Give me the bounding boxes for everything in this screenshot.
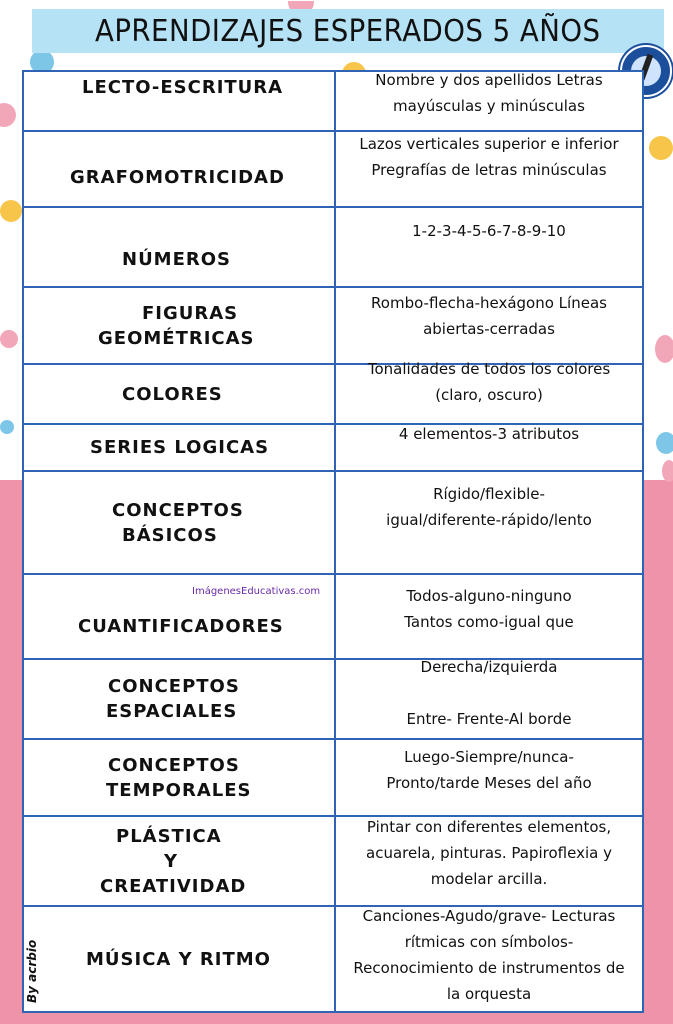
learning-text-line: 4 elementos-3 atributos xyxy=(398,424,580,443)
category-cell xyxy=(23,287,335,364)
learning-text-line: igual/diferente-rápido/lento xyxy=(386,510,592,529)
expected-learning-cell xyxy=(335,816,643,906)
learning-text-line: mayúsculas y minúsculas xyxy=(393,97,585,115)
learning-text-line xyxy=(336,680,642,706)
category-label: ESPACIALES xyxy=(106,701,238,722)
category-label: MÚSICA Y RITMO xyxy=(86,948,271,970)
category-cell xyxy=(23,364,335,424)
table-row xyxy=(23,816,643,906)
learning-text-line: Lazos verticales superior e inferior xyxy=(359,135,619,153)
table-row xyxy=(23,659,643,739)
category-label: LECTO-ESCRITURA xyxy=(82,76,284,98)
decorative-dot xyxy=(649,136,673,160)
category-label: FIGURAS xyxy=(142,302,239,324)
expected-learning-cell xyxy=(335,906,643,1012)
learning-text-line: Reconocimiento de instrumentos de xyxy=(353,959,625,977)
decorative-dot xyxy=(0,420,14,434)
learning-text-line: (claro, oscuro) xyxy=(435,386,543,404)
learning-text-line: rítmicas con símbolos- xyxy=(404,933,574,951)
category-label: CUANTIFICADORES xyxy=(78,616,284,637)
watermark: ImágenesEducativas.com xyxy=(192,586,321,597)
category-label: CONCEPTOS xyxy=(108,754,240,776)
table-row xyxy=(23,471,643,574)
category-cell xyxy=(23,207,335,287)
category-cell xyxy=(23,816,335,906)
learning-text-line: Nombre y dos apellidos Letras xyxy=(375,71,603,89)
learning-text-line: Pregrafías de letras minúsculas xyxy=(371,161,607,179)
learning-text-line: Canciones-Agudo/grave- Lecturas xyxy=(362,907,616,925)
page-title: APRENDIZAJES ESPERADOS 5 AÑOS xyxy=(95,13,601,49)
expected-learning-cell xyxy=(335,131,643,207)
expected-learning-cell xyxy=(335,71,643,131)
category-label: SERIES LOGICAS xyxy=(90,437,270,458)
learning-text-line: la orquesta xyxy=(446,985,532,1003)
decorative-dot xyxy=(656,432,673,454)
learning-text-line: Derecha/izquierda xyxy=(420,658,558,676)
category-label: CONCEPTOS xyxy=(108,676,240,697)
table-row xyxy=(23,71,643,131)
expected-learning-cell xyxy=(335,207,643,287)
category-cell xyxy=(23,739,335,816)
table-row xyxy=(23,574,643,659)
category-cell xyxy=(23,71,335,131)
table-row xyxy=(23,207,643,287)
decorative-dot xyxy=(0,103,16,127)
decorative-dot xyxy=(0,200,22,222)
expected-learning-cell xyxy=(335,360,643,424)
category-label: GRAFOMOTRICIDAD xyxy=(70,166,285,188)
category-cell xyxy=(23,906,335,1012)
expected-learning-cell xyxy=(335,287,643,364)
category-label: BÁSICOS xyxy=(122,524,218,546)
expected-learning-cell xyxy=(335,739,643,816)
category-cell xyxy=(23,424,335,471)
learning-text-line: Tonalidades de todos los colores xyxy=(367,360,611,378)
learning-text-line: Luego-Siempre/nunca- xyxy=(404,747,574,766)
category-label: COLORES xyxy=(122,383,223,405)
decorative-dot xyxy=(655,335,673,363)
expected-learning-cell xyxy=(335,659,643,739)
category-label: CONCEPTOS xyxy=(112,499,244,521)
category-cell xyxy=(23,471,335,574)
author-credit: By acrbio xyxy=(25,939,39,1003)
decorative-dot xyxy=(662,460,673,482)
learning-text-line: abiertas-cerradas xyxy=(423,319,555,338)
category-label: Y xyxy=(164,850,179,872)
expected-learning-cell xyxy=(335,471,643,574)
table-row xyxy=(23,739,643,816)
learning-text-line: Entre- Frente-Al borde xyxy=(406,710,572,728)
table-row xyxy=(23,906,643,1012)
category-label: PLÁSTICA xyxy=(116,825,222,847)
learning-text-line: Rombo-flecha-hexágono Líneas xyxy=(371,293,607,312)
decorative-dot xyxy=(0,330,18,348)
category-cell xyxy=(23,131,335,207)
category-label: TEMPORALES xyxy=(106,779,252,801)
table-row xyxy=(23,287,643,364)
learning-text-line: modelar arcilla. xyxy=(430,870,548,888)
learning-text-line: Tantos como-igual que xyxy=(404,612,574,631)
expected-learning-cell xyxy=(335,574,643,659)
category-cell xyxy=(23,659,335,739)
learning-text-line: Rígido/flexible- xyxy=(433,484,545,503)
learning-text-line: Pronto/tarde Meses del año xyxy=(386,773,592,792)
table-row xyxy=(23,364,643,424)
learning-text-line: Pintar con diferentes elementos, xyxy=(366,818,612,836)
table-row xyxy=(23,424,643,471)
category-label: NÚMEROS xyxy=(122,248,232,270)
expected-learning-table xyxy=(22,70,644,1013)
category-label: CREATIVIDAD xyxy=(100,875,247,897)
category-label: GEOMÉTRICAS xyxy=(98,327,255,349)
title-banner xyxy=(32,9,664,53)
learning-text-line: 1-2-3-4-5-6-7-8-9-10 xyxy=(412,222,566,240)
learning-text-line: Todos-alguno-ninguno xyxy=(406,586,572,605)
expected-learning-cell xyxy=(335,424,643,471)
learning-text-line: acuarela, pinturas. Papiroflexia y xyxy=(366,844,612,862)
table-row xyxy=(23,131,643,207)
